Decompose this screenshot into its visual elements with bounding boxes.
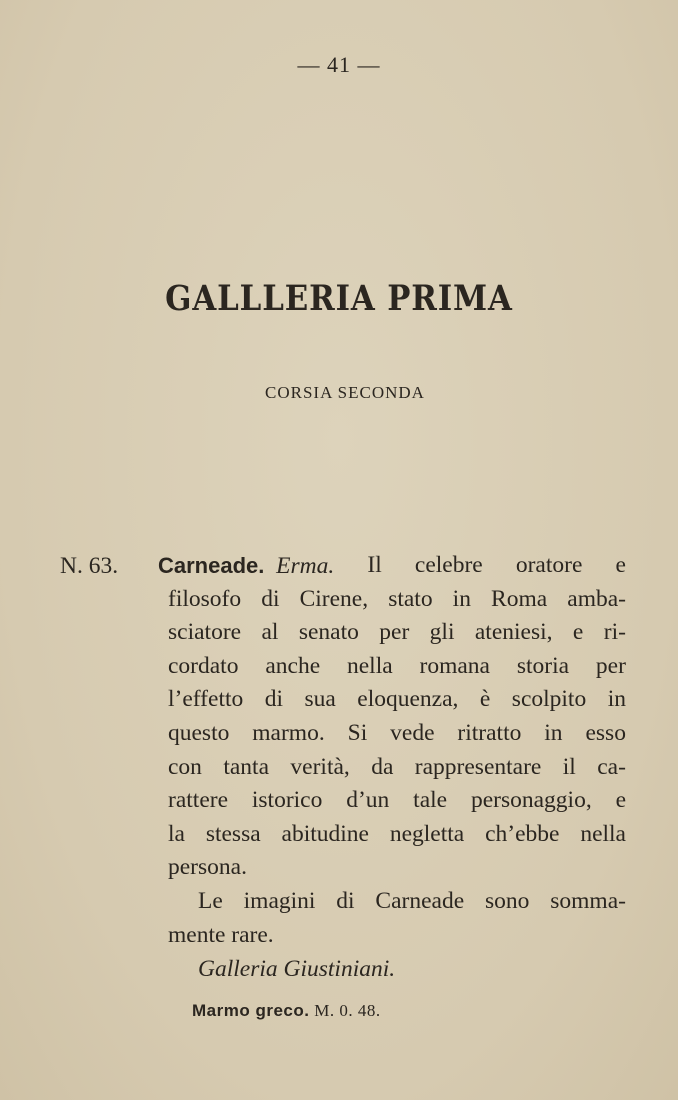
material-size: M. 0. 48. [314, 1001, 381, 1020]
entry-line: questo marmo. Si vede ritratto in esso [168, 719, 626, 746]
entry-line: Le imagini di Carneade sono somma- [198, 887, 626, 914]
page-number: — 41 — [297, 52, 381, 77]
entry-line: sciatore al senato per gli ateniesi, e ri- [168, 619, 626, 646]
entry-word: oratore [515, 552, 583, 578]
entry-word: Il [367, 552, 382, 578]
material-label: Marmo greco. [192, 1001, 310, 1020]
entry-word: celebre [414, 552, 483, 578]
page-title: GALLLERIA PRIMA [165, 278, 513, 319]
entry-kind: Erma. [276, 553, 335, 579]
entry-provenance: Galleria Giustiniani. [198, 956, 396, 982]
entry-line: mente rare. [168, 921, 274, 948]
entry-line: rattere istorico d’un tale personaggio, e [168, 787, 626, 814]
entry-word: e [615, 552, 626, 578]
entry-line: persona. [168, 854, 247, 881]
entry-first-line [60, 549, 626, 583]
entry-line: con tanta verità, da rappresentare il ca- [168, 753, 626, 780]
entry-material [192, 1001, 381, 1021]
entry-line: cordato anche nella romana storia per [168, 652, 626, 679]
entry-name: Carneade. [158, 553, 265, 578]
entry-line: filosofo di Cirene, stato in Roma amba- [168, 585, 626, 612]
entry-paragraph-2 [60, 885, 626, 919]
catalog-entry [60, 549, 626, 952]
entry-body [60, 583, 626, 852]
entry-line: l’effetto di sua eloquenza, è scolpito in [168, 686, 626, 713]
entry-number: N. 63. [60, 553, 119, 579]
entry-heading [60, 549, 334, 583]
page-subtitle: CORSIA SECONDA [265, 383, 425, 402]
entry-line: la stessa abitudine negletta ch’ebbe nella [168, 820, 626, 847]
